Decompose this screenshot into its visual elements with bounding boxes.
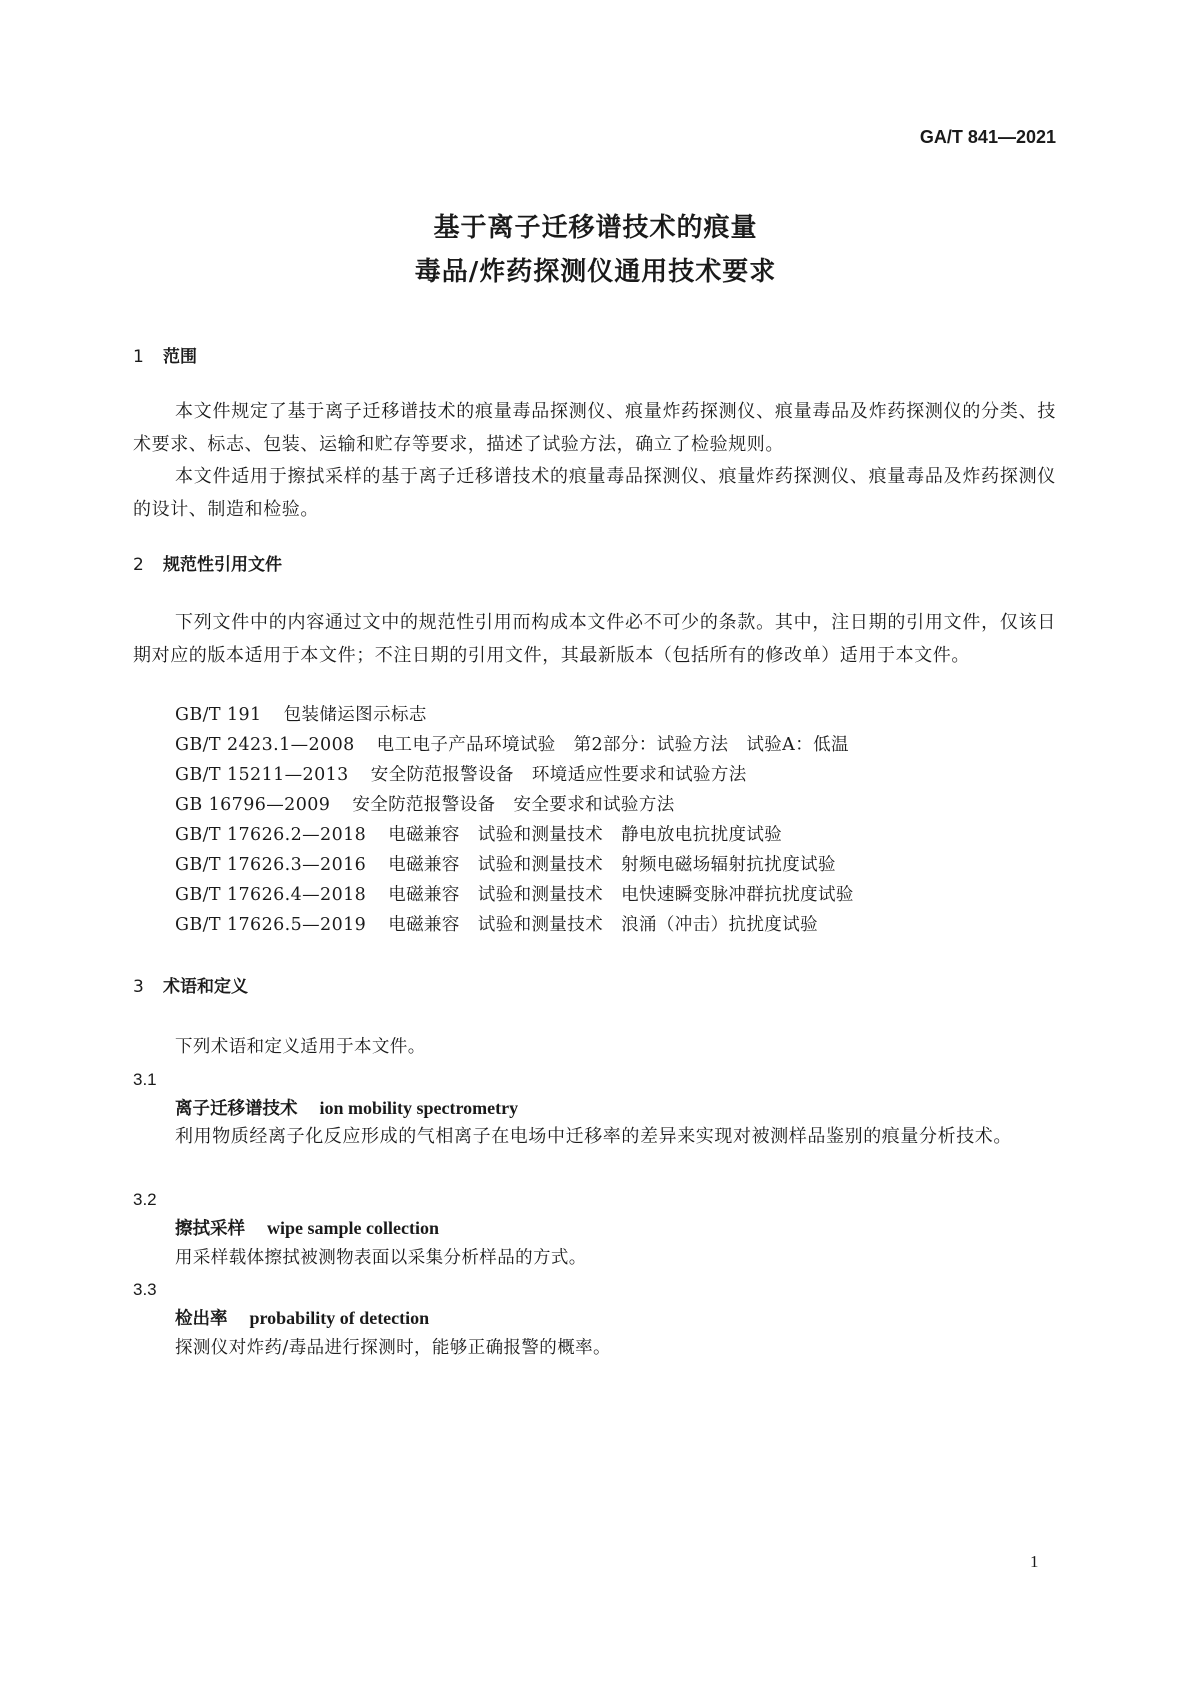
term-name-en: wipe sample collection xyxy=(267,1218,439,1238)
reference-title: 电快速瞬变脉冲群抗扰度试验 xyxy=(621,885,854,905)
scope-paragraph-1: 本文件规定了基于离子迁移谱技术的痕量毒品探测仪、痕量炸药探测仪、痕量毒品及炸药探测仪的分类、技术要求、标志、包装、运输和贮存等要求，描述了试验方法，确立了检验规则。 xyxy=(133,401,1056,455)
term-definition: 利用物质经离子化反应形成的气相离子在电场中迁移率的差异来实现对被测样品鉴别的痕量分析技术。 xyxy=(175,1126,1012,1147)
reference-title: 电磁兼容 xyxy=(388,915,460,935)
term-number: 3.2 xyxy=(133,1190,157,1209)
term-heading xyxy=(175,1306,429,1331)
reference-code: GB/T 17626.2—2018 xyxy=(175,825,367,845)
reference-title: 试验和测量技术 xyxy=(477,885,604,905)
reference-item xyxy=(175,913,836,937)
term-name-en: ion mobility spectrometry xyxy=(319,1098,519,1118)
reference-code: GB/T 17626.4—2018 xyxy=(175,885,367,905)
reference-title: 包装储运图示标志 xyxy=(283,705,427,725)
document-title-line-2: 毒品/炸药探测仪通用技术要求 xyxy=(414,257,777,287)
section-number: 3 xyxy=(133,977,144,997)
reference-title: 安全防范报警设备 xyxy=(370,765,514,785)
reference-item xyxy=(175,763,765,787)
section-number: 2 xyxy=(133,555,144,575)
term-name-en: probability of detection xyxy=(249,1308,430,1328)
term-name-cn: 离子迁移谱技术 xyxy=(175,1099,298,1119)
section-title: 规范性引用文件 xyxy=(163,555,282,575)
section-heading-terms-definitions xyxy=(133,976,248,998)
term-definition: 用采样载体擦拭被测物表面以采集分析样品的方式。 xyxy=(175,1248,587,1268)
reference-title: 试验A：低温 xyxy=(746,735,849,755)
term-definition: 探测仪对炸药/毒品进行探测时，能够正确报警的概率。 xyxy=(175,1338,611,1358)
page-number: 1 xyxy=(1030,1552,1039,1571)
reference-item xyxy=(175,823,800,847)
term-number: 3.1 xyxy=(133,1070,157,1089)
reference-title: 试验和测量技术 xyxy=(477,915,604,935)
reference-code: GB/T 17626.3—2016 xyxy=(175,855,367,875)
section-heading-normative-references xyxy=(133,554,282,576)
reference-code: GB/T 15211—2013 xyxy=(175,765,349,785)
document-code: GA/T 841—2021 xyxy=(919,127,1056,147)
references-intro-paragraph: 下列文件中的内容通过文中的规范性引用而构成本文件必不可少的条款。其中，注日期的引用文件，仅该日期对应的版本适用于本文件；不注日期的引用文件，其最新版本（包括所有的修改单）适用于本文件。 xyxy=(133,612,1056,666)
reference-title: 安全要求和试验方法 xyxy=(513,795,675,815)
reference-code: GB/T 191 xyxy=(175,705,262,725)
term-heading xyxy=(175,1096,518,1121)
term-heading xyxy=(175,1216,439,1241)
reference-code: GB/T 17626.5—2019 xyxy=(175,915,367,935)
reference-title: 电工电子产品环境试验 xyxy=(376,735,556,755)
reference-title: 静电放电抗扰度试验 xyxy=(621,825,783,845)
section-title: 范围 xyxy=(163,347,197,367)
section-title: 术语和定义 xyxy=(163,977,248,997)
reference-title: 射频电磁场辐射抗扰度试验 xyxy=(621,855,836,875)
terms-intro: 下列术语和定义适用于本文件。 xyxy=(175,1037,426,1057)
reference-item xyxy=(175,703,445,727)
reference-item xyxy=(175,883,872,907)
reference-code: GB 16796—2009 xyxy=(175,795,331,815)
reference-title: 第2部分：试验方法 xyxy=(573,735,729,755)
reference-title: 环境适应性要求和试验方法 xyxy=(531,765,747,785)
section-number: 1 xyxy=(133,347,144,367)
reference-title: 安全防范报警设备 xyxy=(352,795,496,815)
reference-item xyxy=(175,853,854,877)
scope-paragraph-2: 本文件适用于擦拭采样的基于离子迁移谱技术的痕量毒品探测仪、痕量炸药探测仪、痕量毒品及炸药探测仪的设计、制造和检验。 xyxy=(133,466,1056,520)
reference-title: 浪涌（冲击）抗扰度试验 xyxy=(621,915,819,935)
reference-title: 试验和测量技术 xyxy=(477,825,604,845)
reference-item xyxy=(175,793,693,817)
reference-item xyxy=(175,733,867,757)
term-name-cn: 检出率 xyxy=(175,1309,228,1329)
term-number: 3.3 xyxy=(133,1280,157,1299)
section-heading-scope xyxy=(133,346,197,368)
term-name-cn: 擦拭采样 xyxy=(175,1219,245,1239)
reference-code: GB/T 2423.1—2008 xyxy=(175,735,355,755)
document-title-line-1: 基于离子迁移谱技术的痕量 xyxy=(433,213,758,243)
reference-title: 试验和测量技术 xyxy=(477,855,604,875)
reference-title: 电磁兼容 xyxy=(388,885,460,905)
reference-title: 电磁兼容 xyxy=(388,855,460,875)
reference-title: 电磁兼容 xyxy=(388,825,460,845)
